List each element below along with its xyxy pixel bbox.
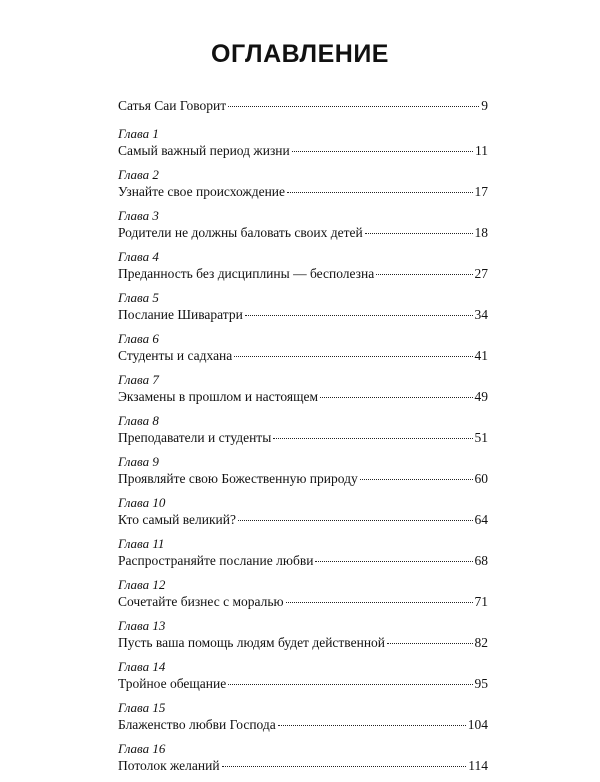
chapter-label: Глава 1 <box>118 126 159 141</box>
toc-line <box>118 593 488 610</box>
dot-leader <box>387 643 472 644</box>
toc-page-number: 95 <box>474 676 488 691</box>
toc-entry-title: Сатья Саи Говорит <box>118 98 227 113</box>
chapter-label: Глава 2 <box>118 167 159 182</box>
chapter-label: Глава 8 <box>118 413 159 428</box>
toc-page-number: 18 <box>474 225 488 240</box>
dot-leader <box>238 520 473 521</box>
page-title: ОГЛАВЛЕНИЕ <box>211 40 389 68</box>
toc-entry-title: Кто самый великий? <box>118 512 236 527</box>
chapter-label: Глава 3 <box>118 208 159 223</box>
dot-leader <box>228 106 479 107</box>
dot-leader <box>234 356 472 357</box>
toc-page-number: 41 <box>474 348 488 363</box>
toc-page-number: 9 <box>481 98 488 113</box>
toc-page-number: 104 <box>467 717 488 732</box>
toc-page-number: 82 <box>474 635 488 650</box>
toc-line <box>118 97 488 114</box>
toc-page-number: 17 <box>474 184 488 199</box>
toc-line <box>118 470 488 487</box>
dot-leader <box>273 438 472 439</box>
toc-entry-chapter-9[interactable] <box>118 454 488 487</box>
toc-entry-intro[interactable] <box>118 97 488 114</box>
toc-page-number: 49 <box>474 389 488 404</box>
chapter-label: Глава 16 <box>118 741 166 756</box>
chapter-label: Глава 9 <box>118 454 159 469</box>
dot-leader <box>365 233 473 234</box>
toc-entry-title: Студенты и садхана <box>118 348 233 363</box>
toc-entry-chapter-5[interactable] <box>118 290 488 323</box>
chapter-label: Глава 12 <box>118 577 166 592</box>
toc-entry-chapter-12[interactable] <box>118 577 488 610</box>
chapter-label: Глава 10 <box>118 495 166 510</box>
toc-entry-title: Тройное обещание <box>118 676 227 691</box>
toc-entry-chapter-7[interactable] <box>118 372 488 405</box>
toc-page-number: 71 <box>474 594 488 609</box>
dot-leader <box>360 479 473 480</box>
chapter-label: Глава 13 <box>118 618 166 633</box>
toc-line <box>118 183 488 200</box>
toc-line <box>118 142 488 159</box>
dot-leader <box>245 315 473 316</box>
dot-leader <box>286 602 473 603</box>
toc-page-number: 60 <box>474 471 488 486</box>
toc-entry-title: Сочетайте бизнес с моралью <box>118 594 284 609</box>
chapter-label: Глава 15 <box>118 700 166 715</box>
toc-line <box>118 552 488 569</box>
toc-page-number: 64 <box>474 512 488 527</box>
dot-leader <box>315 561 472 562</box>
dot-leader <box>278 725 466 726</box>
toc-entry-chapter-11[interactable] <box>118 536 488 569</box>
toc-page-number: 34 <box>474 307 488 322</box>
dot-leader <box>376 274 472 275</box>
dot-leader <box>292 151 473 152</box>
chapter-label: Глава 14 <box>118 659 166 674</box>
dot-leader <box>287 192 472 193</box>
toc-entry-chapter-13[interactable] <box>118 618 488 651</box>
toc-entry-title: Блаженство любви Господа <box>118 717 276 732</box>
toc-entry-chapter-15[interactable] <box>118 700 488 733</box>
toc-page-number: 11 <box>475 143 488 158</box>
toc-page-number: 114 <box>468 758 488 773</box>
toc-entry-title: Родители не должны баловать своих детей <box>118 225 363 240</box>
table-of-contents <box>118 97 488 782</box>
toc-entry-chapter-4[interactable] <box>118 249 488 282</box>
toc-entry-title: Распространяйте послание любви <box>118 553 314 568</box>
chapter-label: Глава 4 <box>118 249 159 264</box>
toc-entry-title: Узнайте свое происхождение <box>118 184 286 199</box>
toc-page-number: 68 <box>474 553 488 568</box>
dot-leader <box>222 766 467 767</box>
chapter-label: Глава 11 <box>118 536 165 551</box>
toc-line <box>118 716 488 733</box>
toc-line <box>118 347 488 364</box>
toc-line <box>118 265 488 282</box>
toc-entry-chapter-16[interactable] <box>118 741 488 774</box>
toc-entry-chapter-10[interactable] <box>118 495 488 528</box>
toc-line <box>118 757 488 774</box>
toc-entry-chapter-6[interactable] <box>118 331 488 364</box>
toc-entry-title: Преданность без дисциплины — бесполезна <box>118 266 375 281</box>
toc-line <box>118 388 488 405</box>
toc-line <box>118 675 488 692</box>
toc-entry-title: Преподаватели и студенты <box>118 430 272 445</box>
chapter-label: Глава 6 <box>118 331 159 346</box>
toc-line <box>118 511 488 528</box>
toc-line <box>118 306 488 323</box>
toc-page-number: 51 <box>474 430 488 445</box>
chapter-label: Глава 7 <box>118 372 159 387</box>
toc-entry-chapter-3[interactable] <box>118 208 488 241</box>
toc-entry-chapter-14[interactable] <box>118 659 488 692</box>
toc-entry-title: Экзамены в прошлом и настоящем <box>118 389 319 404</box>
toc-entry-title: Проявляйте свою Божественную природу <box>118 471 358 486</box>
dot-leader <box>320 397 472 398</box>
toc-entry-title: Потолок желаний <box>118 758 220 773</box>
toc-page-number: 27 <box>474 266 488 281</box>
toc-line <box>118 224 488 241</box>
toc-entry-chapter-2[interactable] <box>118 167 488 200</box>
toc-entry-title: Пусть ваша помощь людям будет действенной <box>118 635 386 650</box>
toc-entry-chapter-8[interactable] <box>118 413 488 446</box>
toc-line <box>118 429 488 446</box>
toc-line <box>118 634 488 651</box>
toc-entry-title: Самый важный период жизни <box>118 143 290 158</box>
chapter-label: Глава 5 <box>118 290 159 305</box>
dot-leader <box>228 684 472 685</box>
toc-entry-title: Послание Шиваратри <box>118 307 243 322</box>
toc-entry-chapter-1[interactable] <box>118 126 488 159</box>
